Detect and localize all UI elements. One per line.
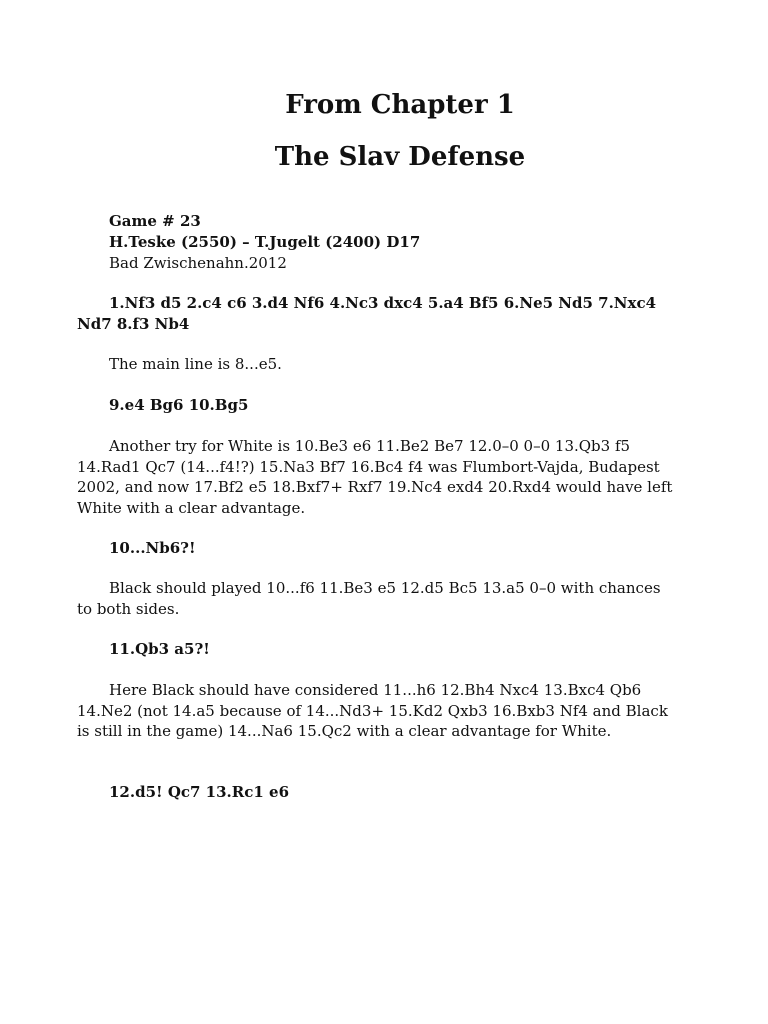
commentary-text: Here Black should have considered 11...h6 12.Bh4 Nxc4 13.Bxc4 Qb6 14.Ne2 (not 14.a5 because of 14...Nd3+ 15.Kd2 Qxb3 16.Bxb3 Nf4 and Black is still in the game) 14...Na6 15.Qc2 with a clear advantage for White. xyxy=(77,681,668,740)
moves-text: 12.d5! Qc7 13.Rc1 e6 xyxy=(109,783,290,801)
moves-paragraph xyxy=(77,538,677,559)
moves-text: 9.e4 Bg6 10.Bg5 xyxy=(109,396,249,414)
game-number: Game # 23 xyxy=(109,212,201,230)
commentary-paragraph xyxy=(77,436,677,518)
game-players: H.Teske (2550) – T.Jugelt (2400) D17 xyxy=(109,233,421,251)
commentary-text: Black should played 10...f6 11.Be3 e5 12.d5 Bc5 13.a5 0–0 with chances to both sides. xyxy=(77,579,661,618)
chapter-title: The Slav Defense xyxy=(274,142,526,172)
moves-paragraph xyxy=(77,395,677,416)
moves-text: 1.Nf3 d5 2.c4 c6 3.d4 Nf6 4.Nc3 dxc4 5.a4 Bf5 6.Ne5 Nd5 7.Nxc4 Nd7 8.f3 Nb4 xyxy=(77,294,657,333)
commentary-paragraph xyxy=(77,354,677,375)
moves-paragraph xyxy=(77,639,677,660)
chapter-heading: From Chapter 1 xyxy=(285,90,515,120)
moves-paragraph xyxy=(77,782,677,803)
moves-paragraph xyxy=(77,293,677,334)
commentary-text: Another try for White is 10.Be3 e6 11.Be2 Be7 12.0–0 0–0 13.Qb3 f5 14.Rad1 Qc7 (14...f4!?) 15.Na3 Bf7 16.Bc4 f4 was Flumbort-Vajda, Budapest 2002, and now 17.Bf2 e5 18.Bxf7+ Rxf7 19.Nc4 exd4 20.Rxd4 would have left White with a clear advantage. xyxy=(77,437,673,517)
commentary-paragraph xyxy=(77,680,677,742)
commentary-paragraph xyxy=(77,578,677,619)
moves-text: 11.Qb3 a5?! xyxy=(109,640,210,658)
game-event: Bad Zwischenahn.2012 xyxy=(109,254,287,272)
commentary-text: The main line is 8...e5. xyxy=(109,355,282,373)
moves-text: 10...Nb6?! xyxy=(109,539,196,557)
